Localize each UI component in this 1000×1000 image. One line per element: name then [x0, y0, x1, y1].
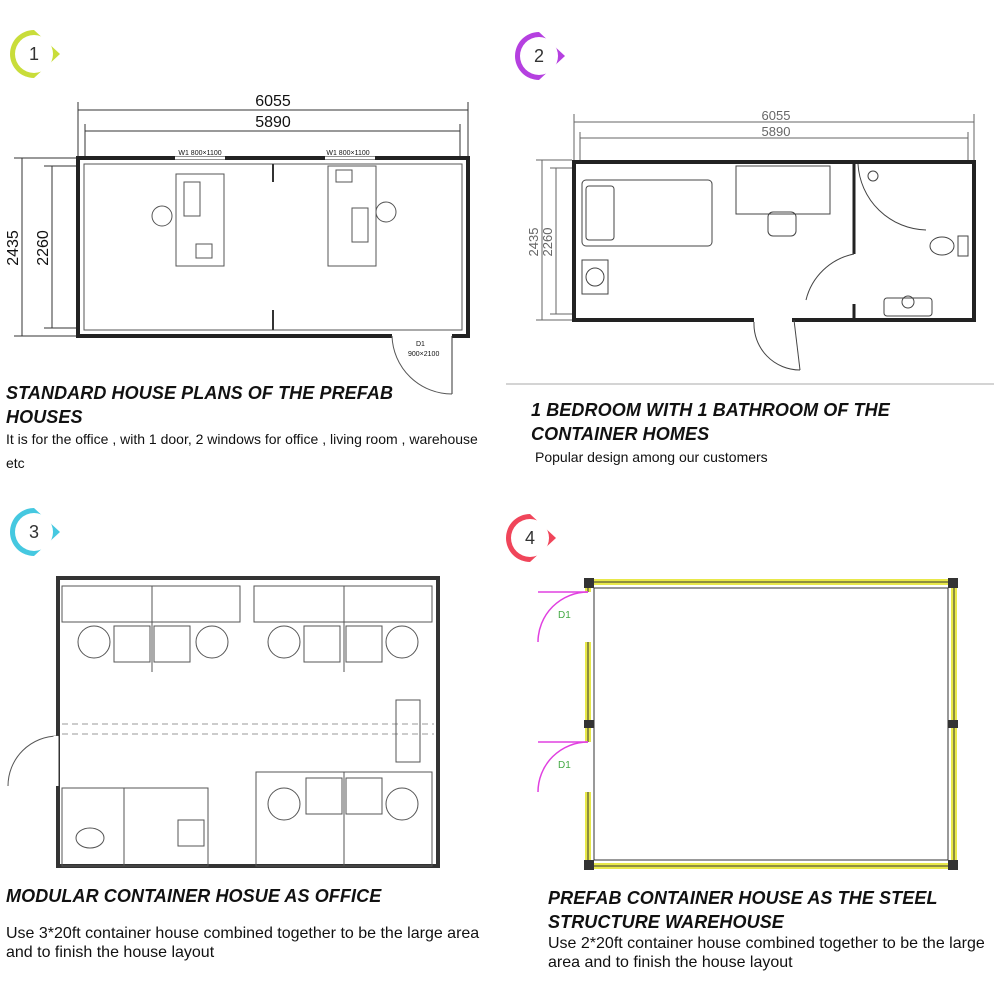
dim-inner-2: 5890 [761, 124, 791, 139]
dim-inner-1: 5890 [255, 114, 291, 131]
panel-3-title: MODULAR CONTAINER HOSUE AS OFFICE [6, 886, 382, 906]
floor-plan-2 [506, 104, 994, 386]
door-label-4b: D1 [558, 760, 571, 771]
panel-2-title: 1 BEDROOM WITH 1 BATHROOM OF THE CONTAINER HOMES [531, 400, 890, 444]
window-label-1: W1 800×1100 [178, 150, 222, 157]
number-badge-2 [513, 30, 575, 92]
panel-4-title: PREFAB CONTAINER HOUSE AS THE STEEL STRUCTURE WAREHOUSE [548, 888, 938, 932]
panel-standard-house [0, 0, 500, 490]
door-label-4a: D1 [558, 610, 571, 621]
dim-outer-1: 6055 [255, 93, 291, 110]
badge-2-number: 2 [533, 46, 544, 66]
number-badge-1 [8, 28, 70, 90]
number-badge-3 [8, 506, 70, 568]
panel-2-description: Popular design among our customers [535, 449, 768, 465]
panel-steel-warehouse [500, 490, 1000, 1000]
panel-bedroom-bathroom [500, 0, 1000, 490]
dim-height-outer-1: 2435 [5, 230, 22, 266]
dim-height-inner-2: 2260 [540, 227, 555, 257]
number-badge-4 [504, 512, 566, 574]
floor-plan-4 [530, 572, 970, 872]
dim-height-outer-2: 2435 [526, 227, 541, 257]
door-size-1: 900×2100 [408, 351, 440, 358]
badge-3-number: 3 [28, 522, 39, 542]
badge-1-number: 1 [28, 44, 39, 64]
panel-1-description: It is for the office , with 1 door, 2 windows for office , living room , warehouse etc [6, 431, 478, 471]
window-label-2: W1 800×1100 [326, 150, 370, 157]
floor-plan-1 [0, 88, 500, 400]
dim-height-inner-1: 2260 [35, 230, 52, 266]
panel-modular-office [0, 490, 500, 1000]
panel-3-description: Use 3*20ft container house combined together to be the large area and to finish the house layout [6, 925, 480, 961]
floor-plan-3 [0, 576, 500, 876]
office-outline [58, 578, 438, 866]
badge-4-number: 4 [524, 528, 535, 548]
door-label-1: D1 [416, 341, 425, 348]
panel-4-description: Use 2*20ft container house combined together to be the large area and to finish the house layout [548, 935, 985, 971]
panel-1-title: STANDARD HOUSE PLANS OF THE PREFAB HOUSES [6, 383, 394, 427]
warehouse-outline [588, 582, 954, 866]
dim-outer-2: 6055 [761, 108, 791, 123]
